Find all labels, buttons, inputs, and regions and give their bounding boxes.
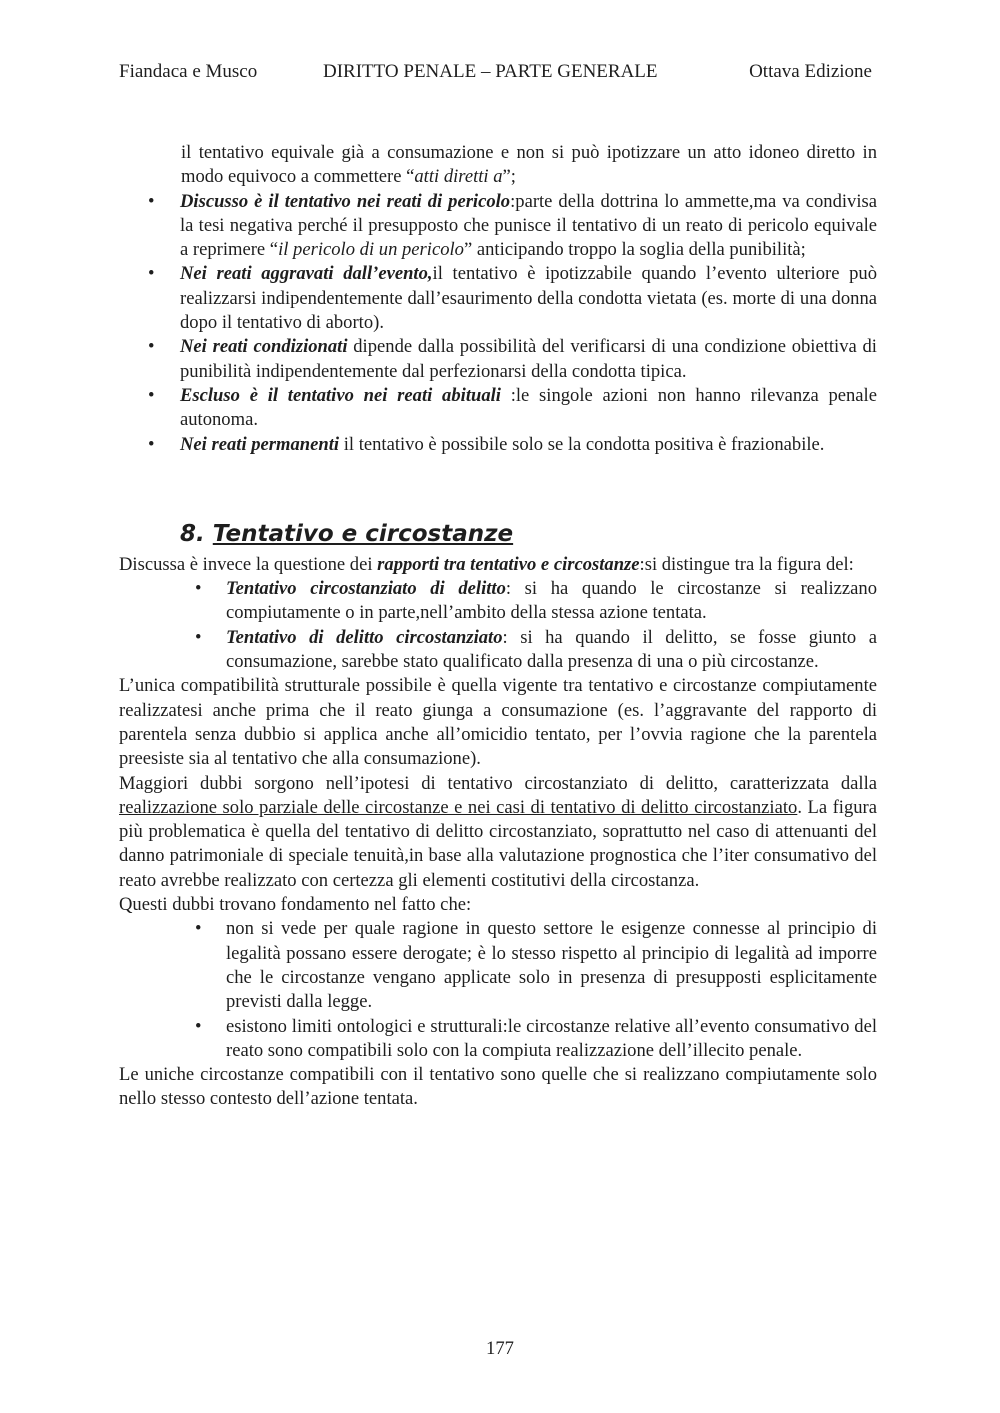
list-item: • Tentativo di delitto circostanziato: si ha quando il delitto, se fosse giunto a consumazione, sarebbe stato qualificato dalla presenza di una o più circostanze.	[195, 626, 878, 673]
list-item: • Escluso è il tentativo nei reati abituali :le singole azioni non hanno rilevanza penale autonoma.	[148, 384, 877, 431]
bullet-icon: •	[148, 190, 155, 212]
list-item: • esistono limiti ontologici e strutturali:le circostanze relative all’evento consumativo del reato sono compatibili solo con la compiuta realizzazione dell’illecito penale.	[195, 1015, 877, 1061]
paragraph: Discussa è invece la questione dei rapporti tra tentativo e circostanze:si distingue tra la figura del:	[119, 553, 854, 575]
section-title: Tentativo e circostanze	[212, 520, 514, 547]
bullet-icon: •	[148, 336, 155, 358]
paragraph: Questi dubbi trovano fondamento nel fatto che:	[119, 894, 472, 916]
list-item: • non si vede per quale ragione in questo settore le esigenze connesse al principio di legalità possano essere derogate; è lo stesso rispetto al principio di legalità ad imporre che le circostanze vengano applicate solo in presenza di presupposti esplicitamente previsti dalla legge.	[195, 918, 877, 1013]
bullet-icon: •	[195, 578, 202, 600]
bullet-icon: •	[195, 1015, 202, 1037]
section-spacer	[119, 457, 877, 519]
tentativo-bullet-list	[119, 190, 877, 457]
section-number: 8.	[180, 520, 205, 547]
page-body	[119, 141, 877, 1112]
bullet-icon: •	[195, 626, 202, 648]
page-header	[119, 58, 872, 86]
page-number: 177	[486, 1338, 514, 1359]
figure-bullet-list	[119, 577, 877, 674]
bullet-icon: •	[148, 263, 155, 285]
list-item: • Nei reati aggravati dall’evento,il tentativo è ipotizzabile quando l’evento ulteriore può realizzarsi indipendentemente dall’esaurimento della condotta vietata (es. morte di una donna dopo il tentativo di aborto).	[148, 263, 877, 334]
bullet-icon: •	[148, 384, 155, 406]
bullet-icon: •	[195, 918, 202, 940]
section-heading	[119, 519, 877, 553]
list-item: • Nei reati permanenti il tentativo è possibile solo se la condotta positiva è frazionabile.	[119, 433, 877, 457]
list-item: • Nei reati condizionati dipende dalla possibilità del verificarsi di una condizione obiettiva di punibilità indipendentemente dal perfezionarsi della condotta tipica.	[148, 336, 877, 382]
paragraph: Maggiori dubbi sorgono nell’ipotesi di tentativo circostanziato di delitto, caratterizzata dalla realizzazione solo parziale delle circostanze e nei casi di tentativo di delitto circostanziato. La figura più problematica è quella del tentativo di delitto circostanziato, soprattutto nel caso di attenuanti del danno patrimoniale di speciale tenuità,in base alla valutazione prognostica che l’iter consumativo del reato avrebbe realizzato con certezza gli elementi costitutivi della circostanza.	[119, 772, 877, 891]
reasons-bullet-list	[119, 917, 877, 1063]
list-item: • Tentativo circostanziato di delitto: si ha quando le circostanze si realizzano compiutamente o in parte,nell’ambito della stessa azione tentata.	[195, 578, 877, 624]
bullet-icon: •	[148, 433, 155, 455]
underlined-text: realizzazione solo parziale delle circostanze e nei casi di tentativo di delitto circostanziato	[119, 796, 798, 818]
header-authors: Fiandaca e Musco	[119, 61, 258, 82]
paragraph: L’unica compatibilità strutturale possibile è quella vigente tra tentativo e circostanze compiutamente realizzatesi anche prima che il reato giunga a consumazione (es. l’aggravante del rapporto di parentela senza dubbio si applica anche all’omicidio tentato, per l’ovvia ragione che la parentela preesiste sia al tentativo che alla consumazione).	[119, 675, 877, 770]
header-edition: Ottava Edizione	[749, 61, 872, 82]
intro-continuation: il tentativo equivale già a consumazione e non si può ipotizzare un atto idoneo diretto in modo equivoco a commettere “atti diretti a”;	[181, 142, 877, 188]
header-book-title: DIRITTO PENALE – PARTE GENERALE	[323, 61, 658, 82]
intro-italic: atti diretti a	[414, 166, 503, 188]
paragraph: Le uniche circostanze compatibili con il tentativo sono quelle che si realizzano compiutamente solo nello stesso contesto dell’azione tentata.	[119, 1064, 877, 1110]
list-item: • Discusso è il tentativo nei reati di pericolo:parte della dottrina lo ammette,ma va condivisa la tesi negativa perché il presupposto che punisce il tentativo di un reato di pericolo equivale a reprimere “il pericolo di un pericolo” anticipando troppo la soglia della punibilità;	[148, 190, 877, 261]
